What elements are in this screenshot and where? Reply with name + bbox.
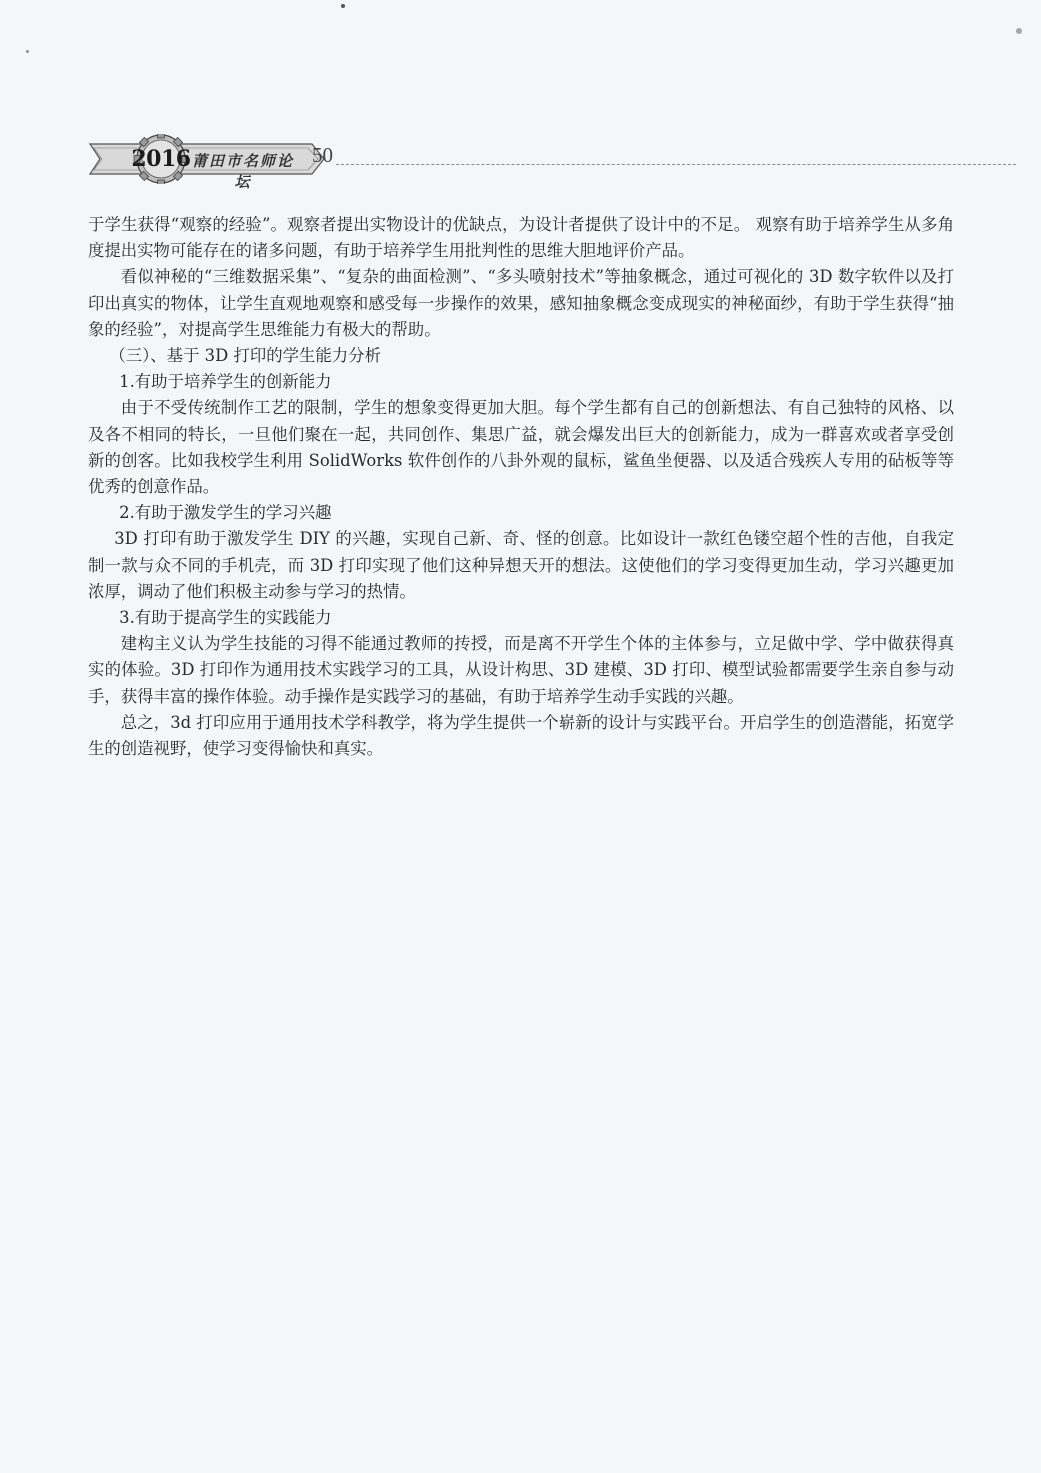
header-forum-name: 莆田市名师论坛 <box>191 152 294 191</box>
header-rule <box>336 164 1016 165</box>
paragraph: 3D 打印有助于激发学生 DIY 的兴趣，实现自己新、奇、怪的创意。比如设计一款红色镂空超个性的吉他，自我定制一款与众不同的手机壳，而 3D 打印实现了他们这种异想天开的想法。这使他们的学习变得更加生动，学习兴趣更加浓厚，调动了他们积极主动参与学习的热情。 <box>88 529 954 601</box>
page-header <box>86 134 1016 191</box>
header-year: 2016 <box>131 146 191 172</box>
scan-speck <box>341 4 345 8</box>
article-body <box>88 212 954 762</box>
paragraph: 建构主义认为学生技能的习得不能通过教师的抟授，而是离不开学生个体的主体参与，立足做中学、学中做获得真实的体验。3D 打印作为通用技术实践学习的工具，从设计构思、3D 建模、3D 打印、模型试验都需要学生亲自参与动手，获得丰富的操作体验。动手操作是实践学习的基础，有助于培养学生动手实践的兴趣。 <box>88 634 954 706</box>
subsection-heading: 3.有助于提高学生的实践能力 <box>119 608 332 628</box>
section-heading: （三）、基于 3D 打印的学生能力分析 <box>109 346 381 366</box>
paragraph: 看似神秘的“三维数据采集”、“复杂的曲面检测”、“多头喷射技术”等抽象概念，通过可视化的 3D 数字软件以及打印出真实的物体，让学生直观地观察和感受每一步操作的效果，感知抽象概念变成现实的神秘面纱，有助于学生获得“抽象的经验”，对提高学生思维能力有极大的帮助。 <box>88 267 954 339</box>
subsection-heading: 1.有助于培养学生的创新能力 <box>119 372 332 392</box>
subsection-heading: 2.有助于激发学生的学习兴趣 <box>119 503 332 523</box>
paragraph: 于学生获得“观察的经验”。观察者提出实物设计的优缺点，为设计者提供了设计中的不足。 观察有助于培养学生从多角度提出实物可能存在的诸多问题，有助于培养学生用批判性的思维大胆地评价产品。 <box>88 215 954 261</box>
paragraph: 总之，3d 打印应用于通用技术学科教学，将为学生提供一个崭新的设计与实践平台。开启学生的创造潜能，拓宽学生的创造视野，使学习变得愉快和真实。 <box>88 712 954 759</box>
scan-speck <box>26 50 29 53</box>
scan-speck <box>1016 28 1022 34</box>
paragraph: 由于不受传统制作工艺的限制，学生的想象变得更加大胆。每个学生都有自己的创新想法、有自己独特的风格、以及各不相同的特长，一旦他们聚在一起，共同创作、集思广益，就会爆发出巨大的创新能力，成为一群喜欢或者享受创新的创客。比如我校学生利用 SolidWorks 软件创作的八卦外观的鼠标，鲨鱼坐便器、以及适合残疾人专用的砧板等等优秀的创意作品。 <box>88 398 954 497</box>
page-number: 50 <box>312 143 333 167</box>
